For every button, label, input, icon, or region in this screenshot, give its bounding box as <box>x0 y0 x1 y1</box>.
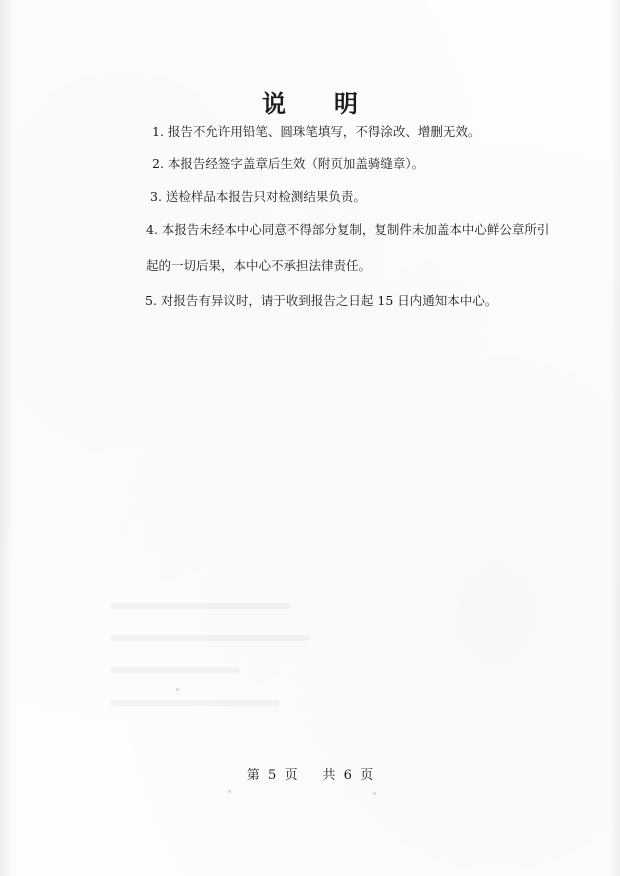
page-number: 5 <box>268 768 277 783</box>
scan-speck <box>373 792 376 795</box>
total-label-prefix: 共 <box>322 768 336 783</box>
page-title: 说 明 <box>262 89 370 118</box>
scan-speck <box>228 790 231 793</box>
scan-speck <box>176 688 179 691</box>
note-item-4: 4. 本报告未经本中心同意不得部分复制，复制件未加盖本中心鲜公章所引 <box>146 222 550 237</box>
page-label-unit: 页 <box>284 768 298 783</box>
scan-edge-shadow-left <box>0 0 14 876</box>
bleed-through-mark <box>110 635 310 641</box>
note-item-1: 1. 报告不允许用铅笔、圆珠笔填写，不得涂改、增删无效。 <box>152 124 481 139</box>
page-footer <box>0 764 620 783</box>
note-item-4-continued: 起的一切后果，本中心不承担法律责任。 <box>146 258 372 273</box>
bleed-through-mark <box>110 700 280 706</box>
bleed-through-mark <box>110 603 290 609</box>
total-pages: 6 <box>343 768 352 783</box>
total-label-unit: 页 <box>360 768 374 783</box>
note-item-2: 2. 本报告经签字盖章后生效（附页加盖骑缝章）。 <box>152 156 425 171</box>
note-item-5: 5. 对报告有异议时，请于收到报告之日起 15 日内通知本中心。 <box>145 293 498 308</box>
scan-edge-shadow-right <box>610 0 620 876</box>
note-item-3: 3. 送检样品本报告只对检测结果负责。 <box>150 189 366 204</box>
bleed-through-mark <box>110 667 240 673</box>
page-label-prefix: 第 <box>246 768 260 783</box>
